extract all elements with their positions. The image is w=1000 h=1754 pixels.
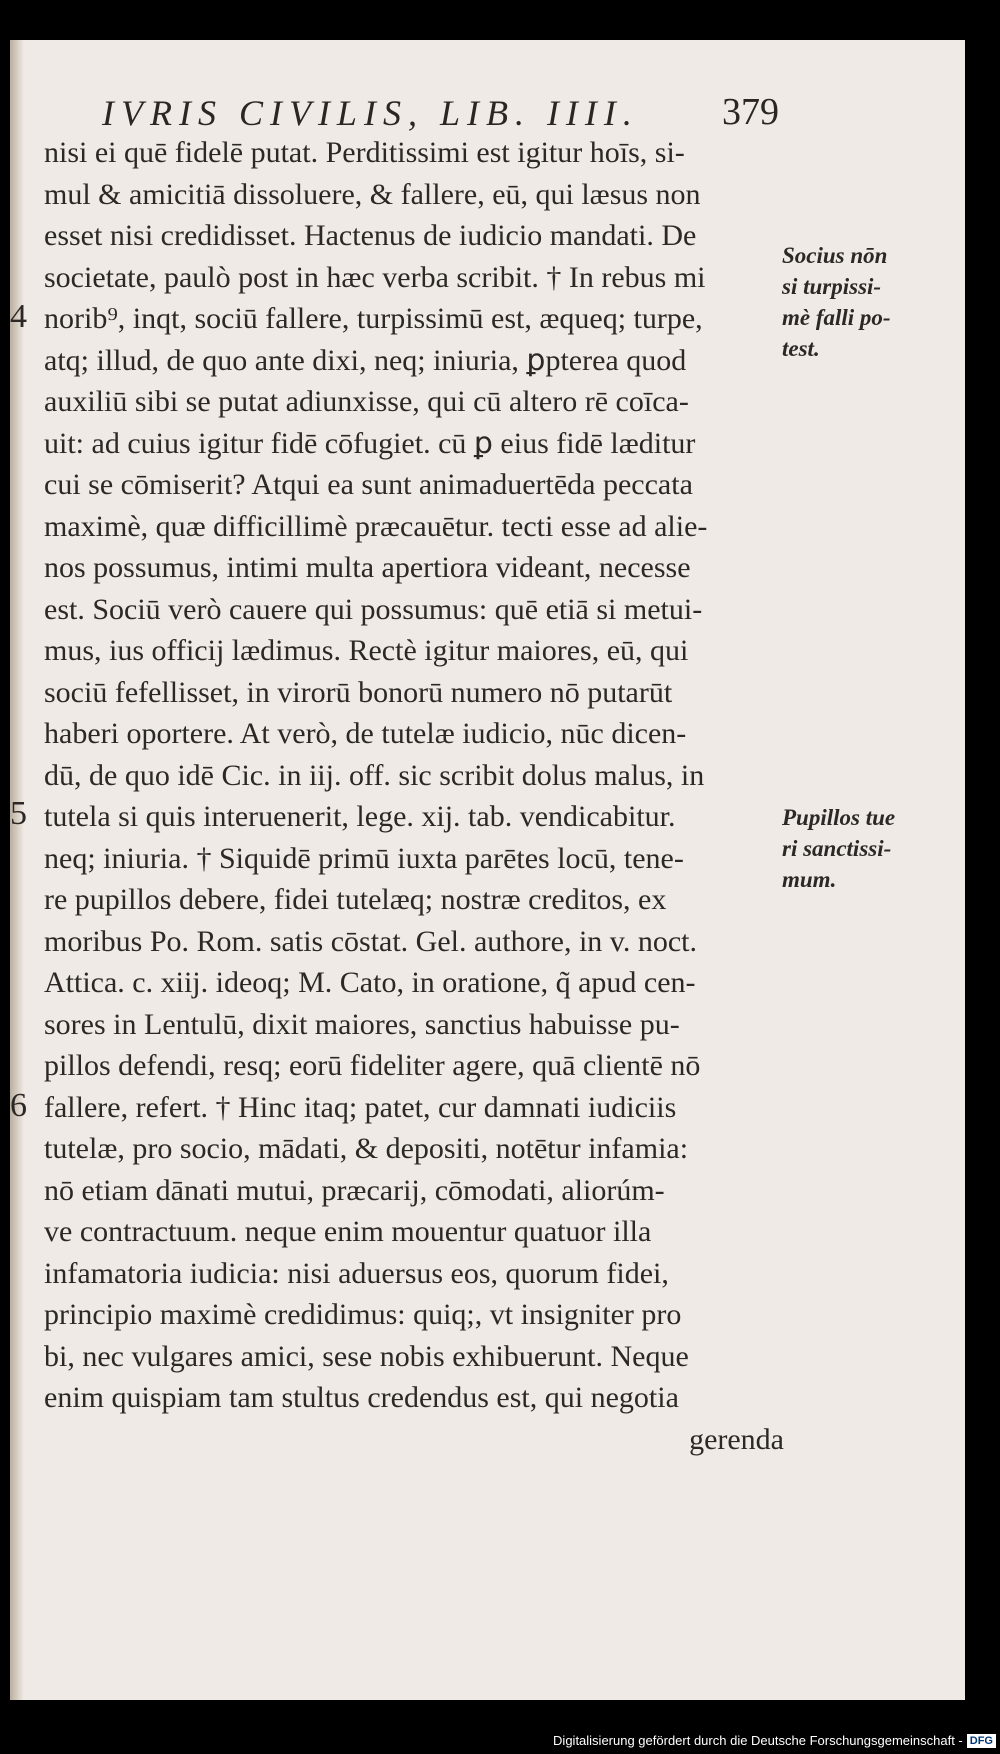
margin-note-line: Pupillos tue — [782, 805, 896, 830]
margin-note-line: mum. — [782, 867, 837, 892]
body-line: tutela si quis interuenerit, lege. xij. tab. vendicabitur. — [44, 800, 676, 833]
book-page — [10, 40, 965, 1700]
margin-note-line: ri sanctissi- — [782, 836, 892, 861]
digitization-footer — [553, 1733, 996, 1748]
margin-note-pupillos — [782, 802, 932, 895]
page-spine-shadow — [10, 40, 24, 1700]
body-line: bi, nec vulgares amici, sese nobis exhibuerunt. Neque — [44, 1339, 689, 1373]
body-line: norib⁹, inqt, sociū fallere, turpissimū est, æqueq; turpe, — [44, 302, 703, 335]
margin-note-line: si turpissi- — [782, 274, 882, 299]
body-line: dū, de quo idē Cic. in iij. off. sic scribit dolus malus, in — [44, 758, 705, 792]
body-line: atq; illud, de quo ante dixi, neq; iniuria, ꝑpterea quod — [44, 343, 687, 377]
body-line: neq; iniuria. † Siquidē primū iuxta parētes locū, tene- — [44, 841, 684, 875]
side-number-6: 6 — [10, 1087, 27, 1124]
body-line: fallere, refert. † Hinc itaq; patet, cur damnati iudiciis — [44, 1090, 677, 1124]
body-line: pillos defendi, resq; eorū fideliter agere, quā clientē nō — [44, 1049, 701, 1082]
body-line: mus, ius officij lædimus. Rectè igitur maiores, eū, qui — [44, 634, 689, 667]
body-line: esset nisi credidisset. Hactenus de iudicio mandati. De — [44, 219, 697, 252]
body-line: maximè, quæ difficillimè præcauētur. tecti esse ad alie- — [44, 509, 708, 543]
body-line: societate, paulò post in hæc verba scribit. † In rebus mi — [44, 260, 706, 294]
margin-note-line: Socius nōn — [782, 243, 888, 268]
body-line: moribus Po. Rom. satis cōstat. Gel. authore, in v. noct. — [44, 924, 697, 958]
body-line: nisi ei quē fidelē putat. Perditissimi est igitur hoīs, si- — [44, 136, 685, 169]
body-line: mul & amicitiā dissoluere, & fallere, eū, qui læsus non — [44, 177, 701, 211]
footer-credit: Digitalisierung gefördert durch die Deutsche Forschungsgemeinschaft - — [553, 1733, 963, 1748]
body-line: sores in Lentulū, dixit maiores, sanctius habuisse pu- — [44, 1007, 680, 1041]
body-line: re pupillos debere, fidei tutelæq; nostræ creditos, ex — [44, 883, 667, 916]
body-line: sociū fefellisset, in virorū bonorū numero nō putarūt — [44, 675, 673, 709]
body-line: principio maximè credidimus: quiq;, vt insigniter pro — [44, 1298, 682, 1331]
body-line: tutelæ, pro socio, mādati, & depositi, notētur infamia: — [44, 1132, 689, 1165]
body-line: cui se cōmiserit? Atqui ea sunt animaduertēda peccata — [44, 468, 693, 501]
catchword: gerenda — [689, 1422, 784, 1456]
body-text — [44, 132, 784, 1460]
margin-note-line: test. — [782, 336, 820, 361]
running-head: IVRIS CIVILIS, LIB. IIII. — [102, 93, 639, 133]
body-line: haberi oportere. At verò, de tutelæ iudicio, nūc dicen- — [44, 717, 687, 750]
page-number: 379 — [722, 91, 779, 133]
body-line: Attica. c. xiij. ideoq; M. Cato, in oratione, q̃ apud cen- — [44, 966, 696, 999]
body-line: uit: ad cuius igitur fidē cōfugiet. cū ꝑ eius fidē læditur — [44, 426, 696, 460]
body-line: auxiliū sibi se putat adiunxisse, qui cū altero rē coīca- — [44, 385, 689, 418]
dfg-logo: DFG — [967, 1734, 996, 1748]
body-line: est. Sociū verò cauere qui possumus: quē etiā si metui- — [44, 592, 703, 626]
body-line: nos possumus, intimi multa apertiora videant, necesse — [44, 551, 691, 584]
body-line: nō etiam dānati mutui, præcarij, cōmodati, aliorúm- — [44, 1173, 665, 1207]
body-line: infamatoria iudicia: nisi aduersus eos, quorum fidei, — [44, 1256, 669, 1290]
margin-note-socius — [782, 240, 932, 364]
body-line: enim quispiam tam stultus credendus est, qui negotia — [44, 1381, 679, 1414]
body-line: ve contractuum. neque enim mouentur quatuor illa — [44, 1215, 652, 1248]
margin-note-line: mè falli po- — [782, 305, 891, 330]
side-number-5: 5 — [10, 795, 27, 832]
side-number-4: 4 — [10, 298, 27, 335]
